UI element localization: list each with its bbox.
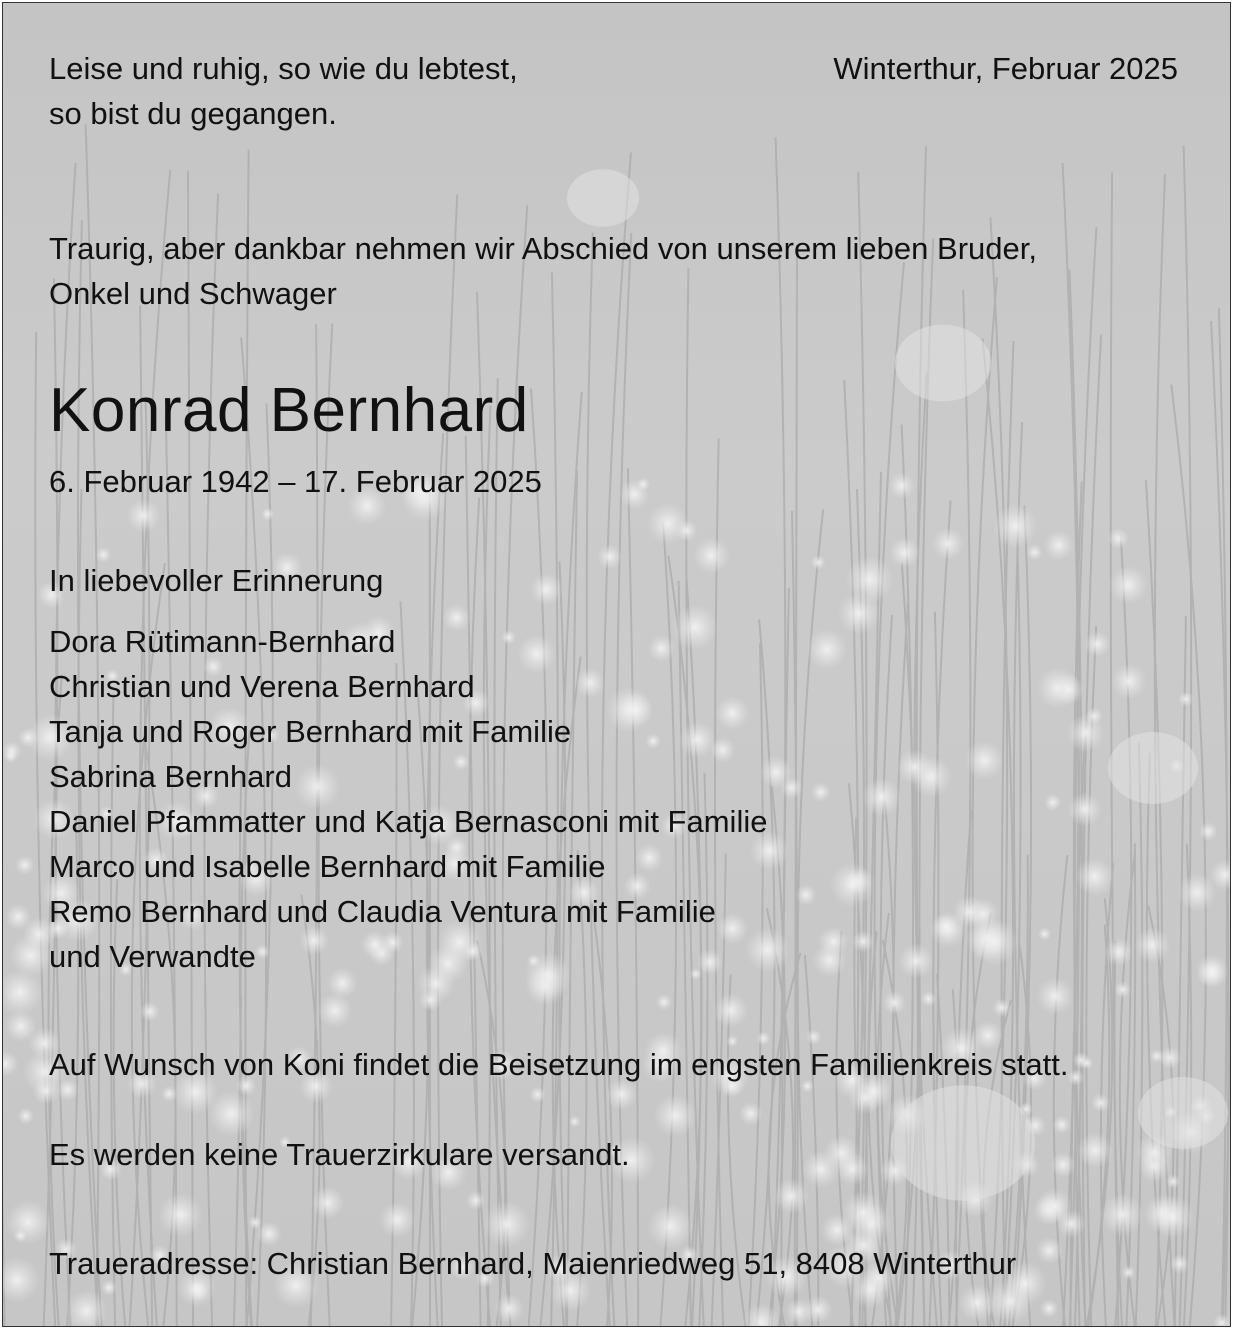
dandelion-bloom — [1170, 1254, 1190, 1274]
dandelion-bloom — [1036, 1237, 1063, 1264]
burial-note: Auf Wunsch von Koni findet die Beisetzung im engsten Familienkreis statt. — [49, 1047, 1069, 1082]
dandelion-bloom — [811, 555, 825, 569]
dandelion-bloom — [910, 756, 952, 798]
dandelion-bloom — [971, 918, 1019, 966]
dandelion-bloom — [208, 1090, 255, 1137]
dandelion-bloom — [654, 1094, 697, 1137]
dandelion-bloom — [739, 1102, 762, 1125]
deceased-name: Konrad Bernhard — [49, 376, 529, 445]
dandelion-bloom — [802, 1150, 840, 1188]
dandelion-bloom — [1067, 792, 1101, 826]
dandelion-bloom — [1178, 691, 1194, 707]
dandelion-bloom — [898, 943, 933, 978]
dandelion-bloom — [15, 855, 35, 875]
mourner-name: Marco und Isabelle Bernhard mit Familie — [49, 849, 606, 884]
poem-line-1: Leise und ruhig, so wie du lebtest, — [49, 51, 518, 86]
dandelion-bloom — [830, 862, 875, 907]
dandelion-bloom — [713, 993, 748, 1028]
mourner-name: und Verwandte — [49, 939, 256, 974]
dandelion-bloom — [530, 573, 563, 606]
dandelion-bloom — [852, 930, 874, 952]
dandelion-bloom — [140, 1002, 160, 1022]
dandelion-bloom — [6, 1200, 51, 1245]
dandelion-bloom — [992, 999, 1011, 1018]
mourners-list — [49, 619, 767, 979]
dandelion-bloom — [18, 728, 38, 748]
circular-note: Es werden keine Trauerzirkulare versandt. — [49, 1137, 630, 1172]
dandelion-bloom — [569, 1116, 581, 1128]
dandelion-bloom — [1044, 794, 1061, 811]
dandelion-bloom — [1111, 663, 1147, 699]
dandelion-bloom — [1050, 1152, 1075, 1177]
life-dates: 6. Februar 1942 – 17. Februar 2025 — [49, 464, 542, 499]
dandelion-bloom — [1134, 927, 1170, 963]
dandelion-bloom — [920, 991, 936, 1007]
dandelion-bloom — [1036, 977, 1074, 1015]
dandelion-bloom — [780, 777, 802, 799]
dandelion-bloom — [882, 991, 906, 1015]
mourner-name: Dora Rütimann-Bernhard — [49, 624, 396, 659]
dandelion-bloom — [1044, 530, 1074, 560]
dandelion-bloom — [636, 477, 650, 491]
dandelion-bloom — [676, 520, 698, 542]
dandelion-bloom — [311, 1186, 344, 1219]
dandelion-bloom — [1178, 873, 1217, 912]
dandelion-bloom — [1053, 674, 1084, 705]
intro-line-2: Onkel und Schwager — [49, 276, 337, 311]
dandelion-bloom — [1067, 1069, 1084, 1086]
dandelion-bloom — [1084, 631, 1110, 657]
dandelion-bloom — [932, 528, 964, 560]
dandelion-bloom — [529, 1086, 546, 1103]
dandelion-bloom — [261, 507, 274, 520]
mourner-name: Remo Bernhard und Claudia Ventura mit Familie — [49, 894, 716, 929]
dandelion-bloom — [597, 544, 622, 569]
dandelion-bloom — [773, 1178, 809, 1214]
dandelion-bloom — [1091, 1094, 1110, 1113]
dandelion-bloom — [1114, 981, 1131, 998]
dandelion-bloom — [1105, 938, 1133, 966]
dandelion-bloom — [1122, 1266, 1136, 1280]
mourner-name: Daniel Pfammatter und Katja Bernasconi mit Familie — [49, 804, 768, 839]
dandelion-bloom — [1109, 566, 1147, 604]
dandelion-bloom — [158, 1192, 203, 1237]
dandelion-bloom — [1053, 1116, 1071, 1134]
mourner-name: Sabrina Bernhard — [49, 759, 292, 794]
poem-line-2: so bist du gegangen. — [49, 96, 337, 131]
dandelion-bloom — [18, 1108, 35, 1125]
remembrance-heading: In liebevoller Erinnerung — [49, 563, 384, 598]
dandelion-bloom — [161, 1086, 177, 1102]
mourner-name: Tanja und Roger Bernhard mit Familie — [49, 714, 572, 749]
dandelion-bloom — [965, 741, 1004, 780]
mourning-address: Traueradresse: Christian Bernhard, Maienriedweg 51, 8408 Winterthur — [49, 1246, 1017, 1281]
dandelion-bloom — [14, 1229, 27, 1242]
dandelion-bloom — [811, 782, 831, 802]
dandelion-bloom — [1150, 1049, 1164, 1063]
place-date: Winterthur, Februar 2025 — [833, 51, 1178, 86]
poppy-flower — [1138, 1077, 1228, 1149]
dandelion-bloom — [466, 1191, 485, 1210]
dandelion-bloom — [1166, 1174, 1181, 1189]
dandelion-bloom — [842, 1191, 885, 1234]
dandelion-bloom — [1151, 1195, 1194, 1238]
dandelion-bloom — [419, 988, 442, 1011]
dandelion-bloom — [889, 537, 920, 568]
dandelion-bloom — [317, 993, 352, 1028]
dandelion-bloom — [958, 1284, 996, 1322]
poppy-flower — [567, 169, 639, 227]
obituary-notice — [2, 2, 1231, 1327]
dandelion-bloom — [494, 1294, 524, 1324]
intro-line-1: Traurig, aber dankbar nehmen wir Abschied von unserem lieben Bruder, — [49, 231, 1037, 266]
mourner-name: Christian und Verena Bernhard — [49, 669, 475, 704]
dandelion-bloom — [1076, 858, 1114, 896]
poppy-flower — [1108, 732, 1198, 804]
dandelion-bloom — [1196, 954, 1229, 987]
dandelion-bloom — [1081, 1057, 1094, 1070]
dandelion-bloom — [1038, 927, 1051, 940]
dandelion-bloom — [379, 1201, 416, 1238]
dandelion-bloom — [1057, 1210, 1085, 1238]
dandelion-bloom — [248, 1215, 262, 1229]
poppy-flower — [895, 325, 991, 402]
dandelion-bloom — [1077, 1132, 1113, 1168]
dandelion-bloom — [818, 927, 848, 957]
dandelion-bloom — [1027, 544, 1043, 560]
dandelion-bloom — [1066, 714, 1104, 752]
dandelion-bloom — [1199, 822, 1218, 841]
dandelion-bloom — [4, 750, 17, 763]
dandelion-bloom — [806, 629, 847, 670]
dandelion-bloom — [656, 994, 673, 1011]
poppy-flower — [891, 1085, 1035, 1200]
dandelion-bloom — [862, 778, 901, 817]
dandelion-bloom — [993, 504, 1038, 549]
dandelion-bloom — [796, 885, 817, 906]
dandelion-bloom — [1040, 1299, 1059, 1318]
dandelion-bloom — [804, 1295, 832, 1323]
dandelion-bloom — [838, 592, 880, 634]
dandelion-bloom — [1101, 1193, 1144, 1236]
dandelion-bloom — [1108, 528, 1129, 549]
dandelion-bloom — [889, 473, 915, 499]
dandelion-bloom — [693, 537, 729, 573]
